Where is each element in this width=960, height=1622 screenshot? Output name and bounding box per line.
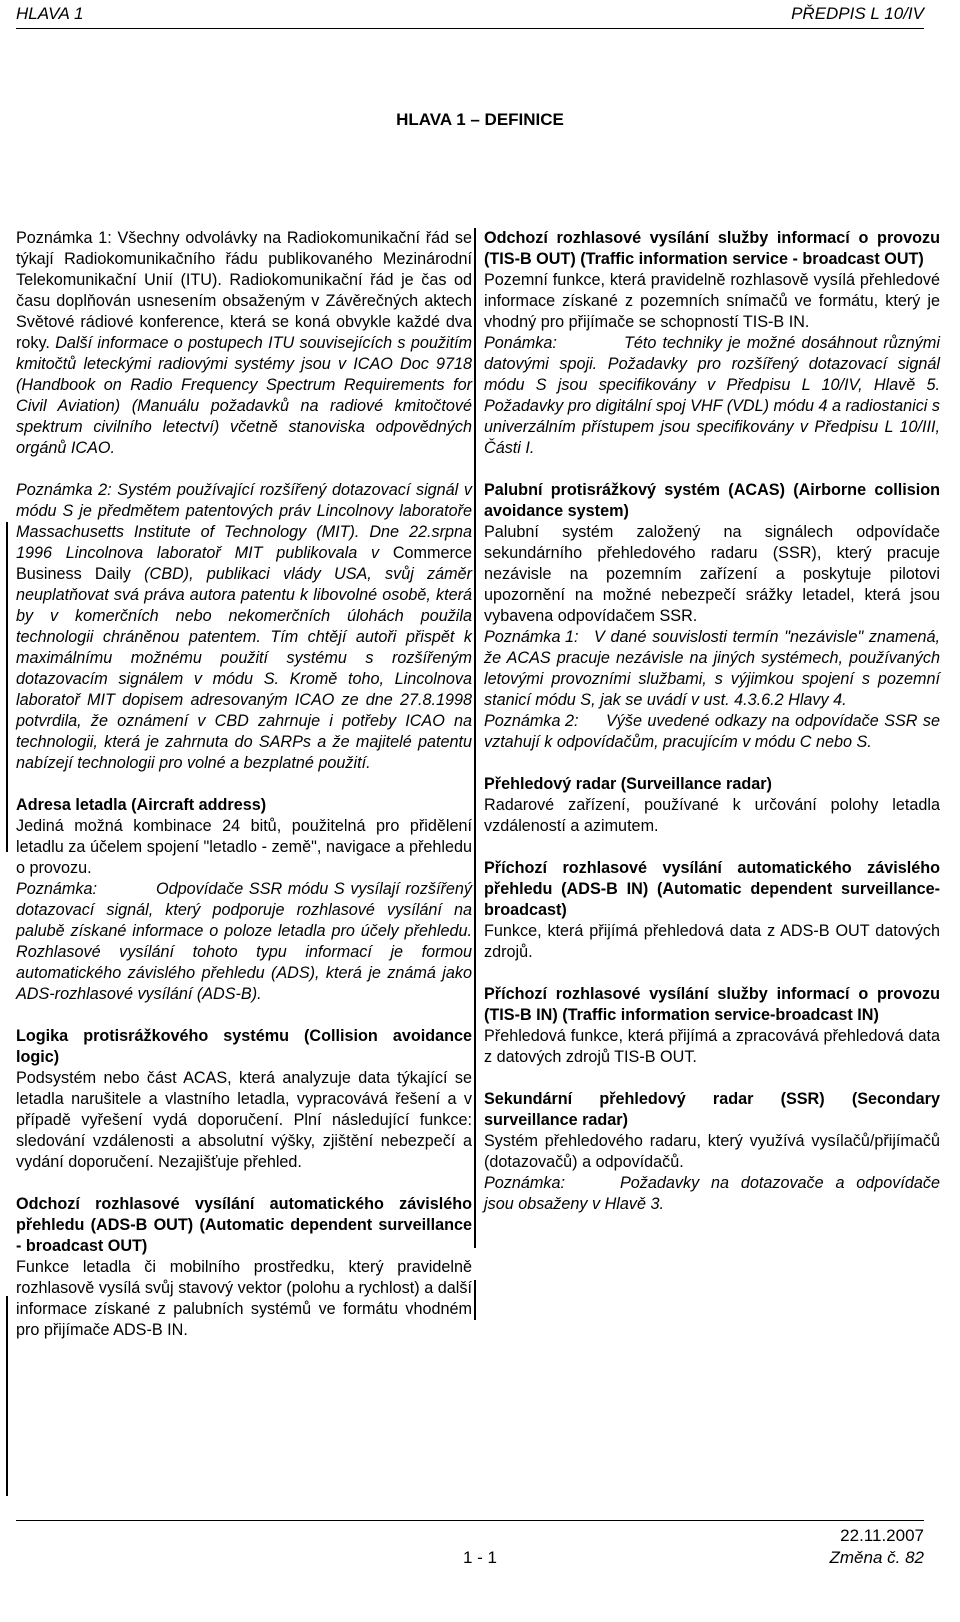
adsb-out-title: Odchozí rozhlasové vysílání automatického závislého přehledu (ADS-B OUT) (Automatic dependent surveillance - broadcast OUT) — [16, 1195, 472, 1255]
adsb-out-text: Funkce letadla či mobilního prostředku, který pravidelně rozhlasově vysílá svůj stavový vektor (polohu a rychlost) a další informace získané z palubních systémů ve formátu vhodném pro přijímače ADS-B IN. — [16, 1258, 472, 1339]
aircraft-address-note: Poznámka: Odpovídače SSR módu S vysílají rozšířený dotazovací signál, který podporuje rozhlasové vysílání na palubě získané informace o poloze letadla pro účely přehledu. Rozhlasové vysílání tohoto typu informací je formou automatického závislého přehledu (ADS), která je známá jako ADS-rozhlasové vysílání (ADS-B). — [16, 880, 472, 1003]
aircraft-address-title: Adresa letadla (Aircraft address) — [16, 796, 267, 814]
footer-date: 22.11.2007 — [840, 1526, 924, 1545]
header-chapter: HLAVA 1 — [16, 4, 84, 23]
ssr-note: Poznámka: Požadavky na dotazovače a odpovídače jsou obsaženy v Hlavě 3. — [484, 1174, 940, 1213]
tisb-in-text: Přehledová funkce, která přijímá a zpracovává přehledová data z datových zdrojů TIS-B OUT. — [484, 1027, 940, 1066]
header-regulation: PŘEDPIS L 10/IV — [791, 4, 924, 23]
ssr-title: Sekundární přehledový radar (SSR) (Secondary surveillance radar) — [484, 1090, 940, 1129]
footer-change: Změna č. 82 — [829, 1548, 924, 1567]
acas-text: Palubní systém založený na signálech odpovídače sekundárního přehledového radaru (SSR), který pracuje nezávisle na pozemním zařízení a poskytuje pilotovi upozornění na možné nebezpečí srážky letadel, která jsou vybavena odpovídačem SSR. — [484, 523, 940, 625]
ssr-text: Systém přehledového radaru, který využívá vysílačů/přijímačů (dotazovačů) a odpovídačů. — [484, 1132, 940, 1171]
header-rule — [16, 28, 924, 29]
revision-bar-right-1 — [474, 228, 476, 1248]
tisb-out-text: Pozemní funkce, která pravidelně rozhlasově vysílá přehledové informace získané z pozemních snímačů ve formátu, který je vhodný pro přijímače se schopností TIS-B IN. — [484, 271, 940, 331]
tisb-in-title: Příchozí rozhlasové vysílání služby informací o provozu (TIS-B IN) (Traffic information service-broadcast IN) — [484, 985, 940, 1024]
note-2: Poznámka 2: Systém používající rozšířený dotazovací signál v módu S je předmětem patentových práv Lincolnovy laboratoře Massachusetts Institute of Technology (MIT). Dne 22.srpna 1996 Lincolnova laboratoř MIT publikovala v Commerce Business Daily (CBD), publikaci vlády USA, svůj záměr neuplatňovat svá práva autora patentu k libovolné osobě, která by v komerčních nebo nekomerčních úlohách použila technologii chráněnou patentem. Tím chtějí autoři přispět k maximálnímu možnému použití systému s rozšířeným dotazovacím signálem v módu S. Kromě toho, Lincolnova laboratoř MIT dopisem adresovaným ICAO ze dne 27.8.1998 potvrdila, že oznámení v CBD zahrnuje i potřeby ICAO na technologii, která je zahrnuta do SARPs a že majitelé patentu nabízejí technologii pro volné a bezplatné použití. — [16, 481, 472, 772]
acas-note-1: Poznámka 1: V dané souvislosti termín "nezávisle" znamená, že ACAS pracuje nezávisle na jiných systémech, používaných letovými provozními službami, s výjimkou spojení s pozemní stanicí módu S, jak se uvádí v ust. 4.3.6.2 Hlavy 4. — [484, 628, 940, 709]
surveillance-radar-title: Přehledový radar (Surveillance radar) — [484, 775, 772, 793]
revision-bar-right-2 — [474, 1280, 476, 1320]
footer-page-number: 1 - 1 — [462, 1548, 498, 1567]
revision-bar-left-1 — [6, 522, 8, 852]
acas-title: Palubní protisrážkový systém (ACAS) (Airborne collision avoidance system) — [484, 481, 940, 520]
adsb-in-text: Funkce, která přijímá přehledová data z ADS-B OUT datových zdrojů. — [484, 922, 940, 961]
tisb-out-note: Ponámka: Této techniky je možné dosáhnout různými datovými spoji. Požadavky pro rozšířený dotazovací signál módu S jsou specifikovány v Předpisu L 10/IV, Hlavě 5. Požadavky pro digitální spoj VHF (VDL) módu 4 a radiostanici s univerzálním přístupem jsou specifikovány v Předpisu L 10/III, Části I. — [484, 334, 940, 457]
page-title: HLAVA 1 – DEFINICE — [396, 110, 564, 129]
note-1: Poznámka 1: Všechny odvolávky na Radiokomunikační řád se týkají Radiokomunikačního řádu publikovaného Mezinárodní Telekomunikační Unií (ITU). Radiokomunikační řád je čas od času doplňován usnesením obsaženým v Závěrečných aktech Světové rádiové konference, která se koná obvykle každé dva roky. Další informace o postupech ITU souvisejících s použitím kmitočtů leteckými radiovými systémy jsou v ICAO Doc 9718 (Handbook on Radio Frequency Spectrum Requirements for Civil Aviation) (Manuálu požadavků na radiové kmitočtové spektrum civilního letectví) včetně stanoviska odpovědných orgánů ICAO. — [16, 229, 472, 457]
collision-logic-text: Podsystém nebo část ACAS, která analyzuje data týkající se letadla narušitele a vlastního letadla, vypracovává řešení a v případě vyřešení vydá doporučení. Plní následující funkce: sledování vzdálenosti a absolutní výšky, zjištění nebezpečí a vydání doporučení. Nezajišťuje přehled. — [16, 1069, 472, 1171]
tisb-out-title: Odchozí rozhlasové vysílání služby informací o provozu (TIS-B OUT) (Traffic information service - broadcast OUT) — [484, 229, 940, 268]
footer-rule — [16, 1520, 924, 1521]
acas-note-2: Poznámka 2: Výše uvedené odkazy na odpovídače SSR se vztahují k odpovídačům, pracujícím v módu C nebo S. — [484, 712, 940, 751]
left-column — [16, 228, 472, 1341]
right-column — [484, 228, 940, 1215]
collision-logic-title: Logika protisrážkového systému (Collision avoidance logic) — [16, 1027, 472, 1066]
aircraft-address-text: Jediná možná kombinace 24 bitů, použitelná pro přidělení letadlu za účelem spojení "letadlo - země", navigace a přehledu o provozu. — [16, 817, 472, 877]
adsb-in-title: Příchozí rozhlasové vysílání automatického závislého přehledu (ADS-B IN) (Automatic dependent surveillance-broadcast) — [484, 859, 940, 919]
surveillance-radar-text: Radarové zařízení, používané k určování polohy letadla vzdáleností a azimutem. — [484, 796, 940, 835]
revision-bar-left-2 — [6, 1296, 8, 1496]
